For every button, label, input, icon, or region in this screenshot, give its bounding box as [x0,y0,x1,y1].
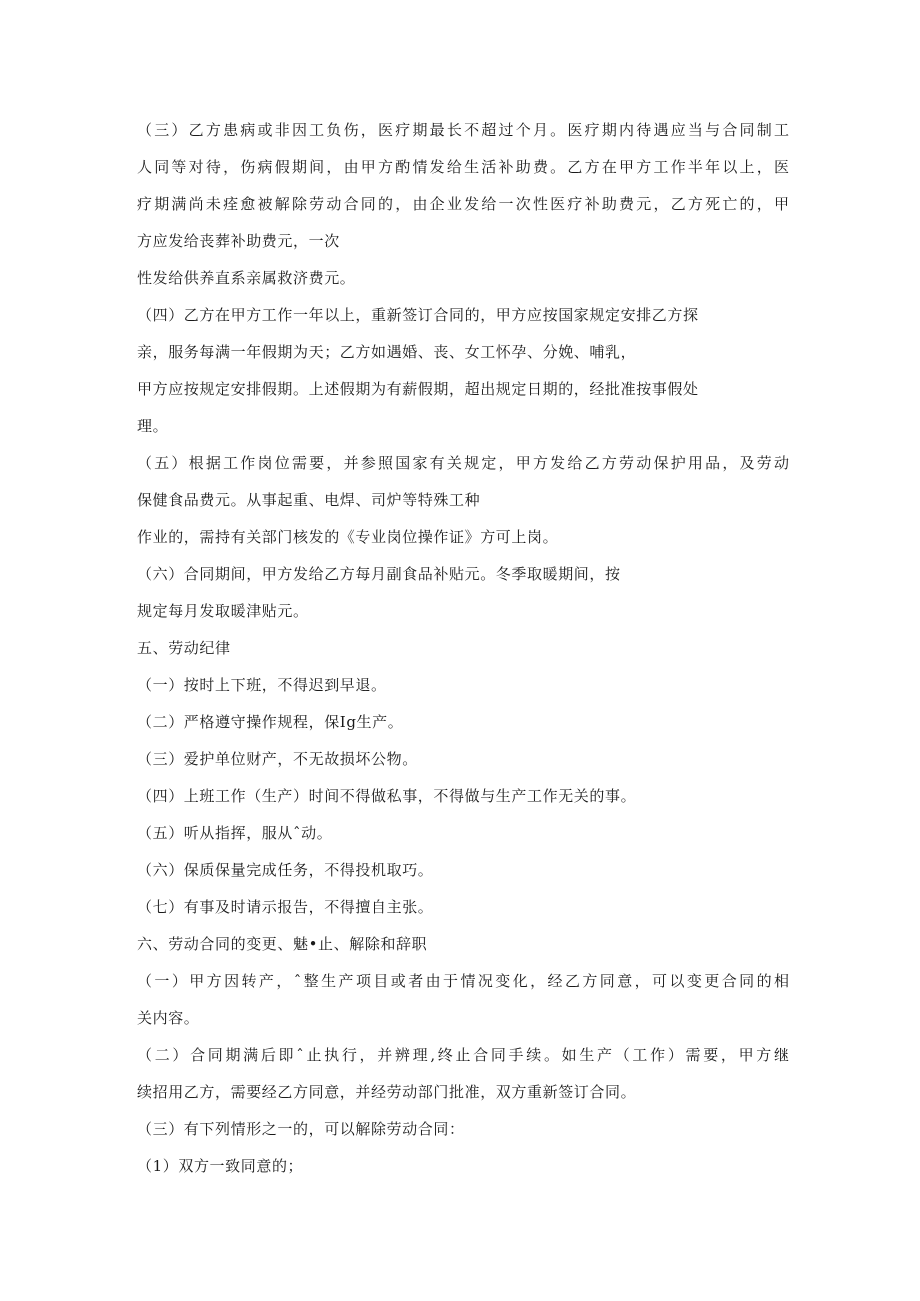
text-line: （四）上班工作（生产）时间不得做私事，不得做与生产工作无关的事。 [137,787,637,805]
text-line: （五）根据工作岗位需要，并参照国家有关规定，甲方发给乙方劳动保护用品，及劳动 [137,454,789,472]
text-line: 规定每月发取暖津贴元。 [137,602,309,620]
text-line: 甲方应按规定安排假期。上述假期为有薪假期，超出规定日期的，经批准按事假处 [137,380,699,398]
text-line: （五）听从指挥，服从ˆ动。 [137,824,333,842]
text-line: 关内容。 [137,1009,200,1027]
text-line: 疗期满尚未痊愈被解除劳动合同的，由企业发给一次性医疗补助费元，乙方死亡的，甲 [137,195,789,213]
text-line: 方应发给丧葬补助费元，一次 [137,232,340,250]
text-line: （七）有事及时请示报告，不得擅自主张。 [137,898,434,916]
text-line: （1）双方一致同意的； [137,1157,304,1175]
text-line: 亲，服务每满一年假期为天；乙方如遇婚、丧、女工怀孕、分娩、哺乳， [137,343,637,361]
document-body [137,112,789,1185]
text-line: （六）合同期间，甲方发给乙方每月副食品补贴元。冬季取暖期间，按 [137,565,621,583]
text-line: 性发给供养直系亲属救济费元。 [137,269,356,287]
text-line: 续招用乙方，需要经乙方同意，并经劳动部门批准，双方重新签订合同。 [137,1083,637,1101]
text-line: 保健食品费元。从事起重、电焊、司炉等特殊工种 [137,491,481,509]
text-line: （一）按时上下班，不得迟到早退。 [137,676,387,694]
text-line: （二）合同期满后即ˆ止执行，并辨理,终止合同手续。如生产（工作）需要，甲方继 [137,1046,789,1064]
text-line: 理。 [137,417,169,435]
text-line: （六）保质保量完成任务，不得投机取巧。 [137,861,434,879]
text-line: （四）乙方在甲方工作一年以上，重新签订合同的，甲方应按国家规定安排乙方探 [137,306,699,324]
text-line: （三）爱护单位财产，不无故损坏公物。 [137,750,418,768]
text-line: 六、劳动合同的变更、魅•止、解除和辞职 [137,935,428,953]
text-line: （三）有下列情形之一的，可以解除劳动合同： [137,1120,465,1138]
text-line: 作业的，需持有关部门核发的《专业岗位操作证》方可上岗。 [137,528,559,546]
text-line: （三）乙方患病或非因工负伤，医疗期最长不超过个月。医疗期内待遇应当与合同制工 [137,121,789,139]
text-line: 五、劳动纪律 [137,639,231,657]
text-line: 人同等对待，伤病假期间，由甲方酌情发给生活补助费。乙方在甲方工作半年以上，医 [137,158,789,176]
text-line: （二）严格遵守操作规程，保Ig生产。 [137,713,404,731]
text-line: （一）甲方因转产，ˆ整生产项目或者由于情况变化，经乙方同意，可以变更合同的相 [137,972,789,990]
